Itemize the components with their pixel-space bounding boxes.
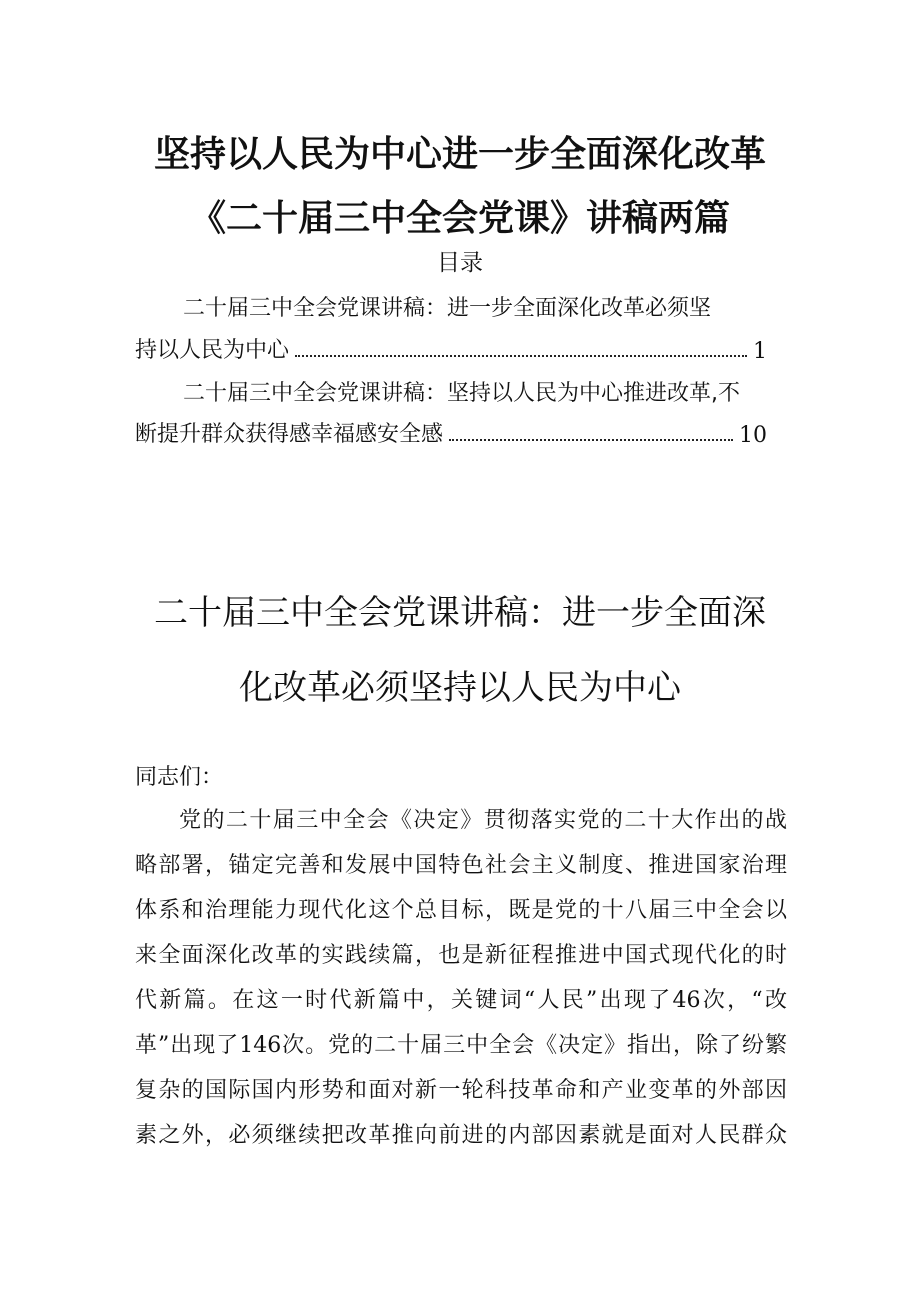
- toc-entry-1-line2: 持以人民为中心: [135, 338, 290, 363]
- doc-title-line1: 坚持以人民为中心进一步全面深化改革: [153, 134, 766, 175]
- toc-entry-1-row[interactable]: [135, 332, 767, 364]
- toc-entry-1-line1[interactable]: 二十届三中全会党课讲稿：进一步全面深化改革必须坚: [183, 296, 712, 321]
- paragraph-line: 来全面深化改革的实践续篇，也是新征程推进中国式现代化的时: [135, 943, 787, 968]
- toc-leader-dots: [295, 355, 747, 357]
- paragraph-line: 革”出现了146次。党的二十届三中全会《决定》指出，除了纷繁: [135, 1033, 787, 1058]
- doc-title-line2: 《二十届三中全会党课》讲稿两篇: [189, 198, 730, 239]
- paragraph-line: 党的二十届三中全会《决定》贯彻落实党的二十大作出的战: [179, 808, 787, 833]
- toc-heading: 目录: [437, 250, 483, 276]
- paragraph-line: 复杂的国际国内形势和面对新一轮科技革命和产业变革的外部因: [135, 1078, 787, 1103]
- paragraph-line: 代新篇。在这一时代新篇中，关键词“人民”出现了46次，“改: [135, 988, 787, 1013]
- toc-entry-1-page: 1: [753, 339, 767, 364]
- paragraph-line: 略部署，锚定完善和发展中国特色社会主义制度、推进国家治理: [135, 853, 787, 878]
- salutation: 同志们：: [135, 765, 224, 790]
- section-title-line2: 化改革必须坚持以人民为中心: [239, 668, 681, 708]
- toc-entry-2-row[interactable]: [135, 416, 767, 448]
- toc-entry-2-page: 10: [739, 423, 767, 448]
- toc-entry-2-line1[interactable]: 二十届三中全会党课讲稿：坚持以人民为中心推进改革,不: [183, 381, 740, 406]
- paragraph-line: 体系和治理能力现代化这个总目标，既是党的十八届三中全会以: [135, 898, 787, 923]
- paragraph-line: 素之外，必须继续把改革推向前进的内部因素就是面对人民群众: [135, 1123, 787, 1148]
- toc-entry-2-line2: 断提升群众获得感幸福感安全感: [135, 422, 444, 447]
- toc-leader-dots: [449, 439, 733, 441]
- section-title-line1: 二十届三中全会党课讲稿：进一步全面深: [154, 593, 766, 633]
